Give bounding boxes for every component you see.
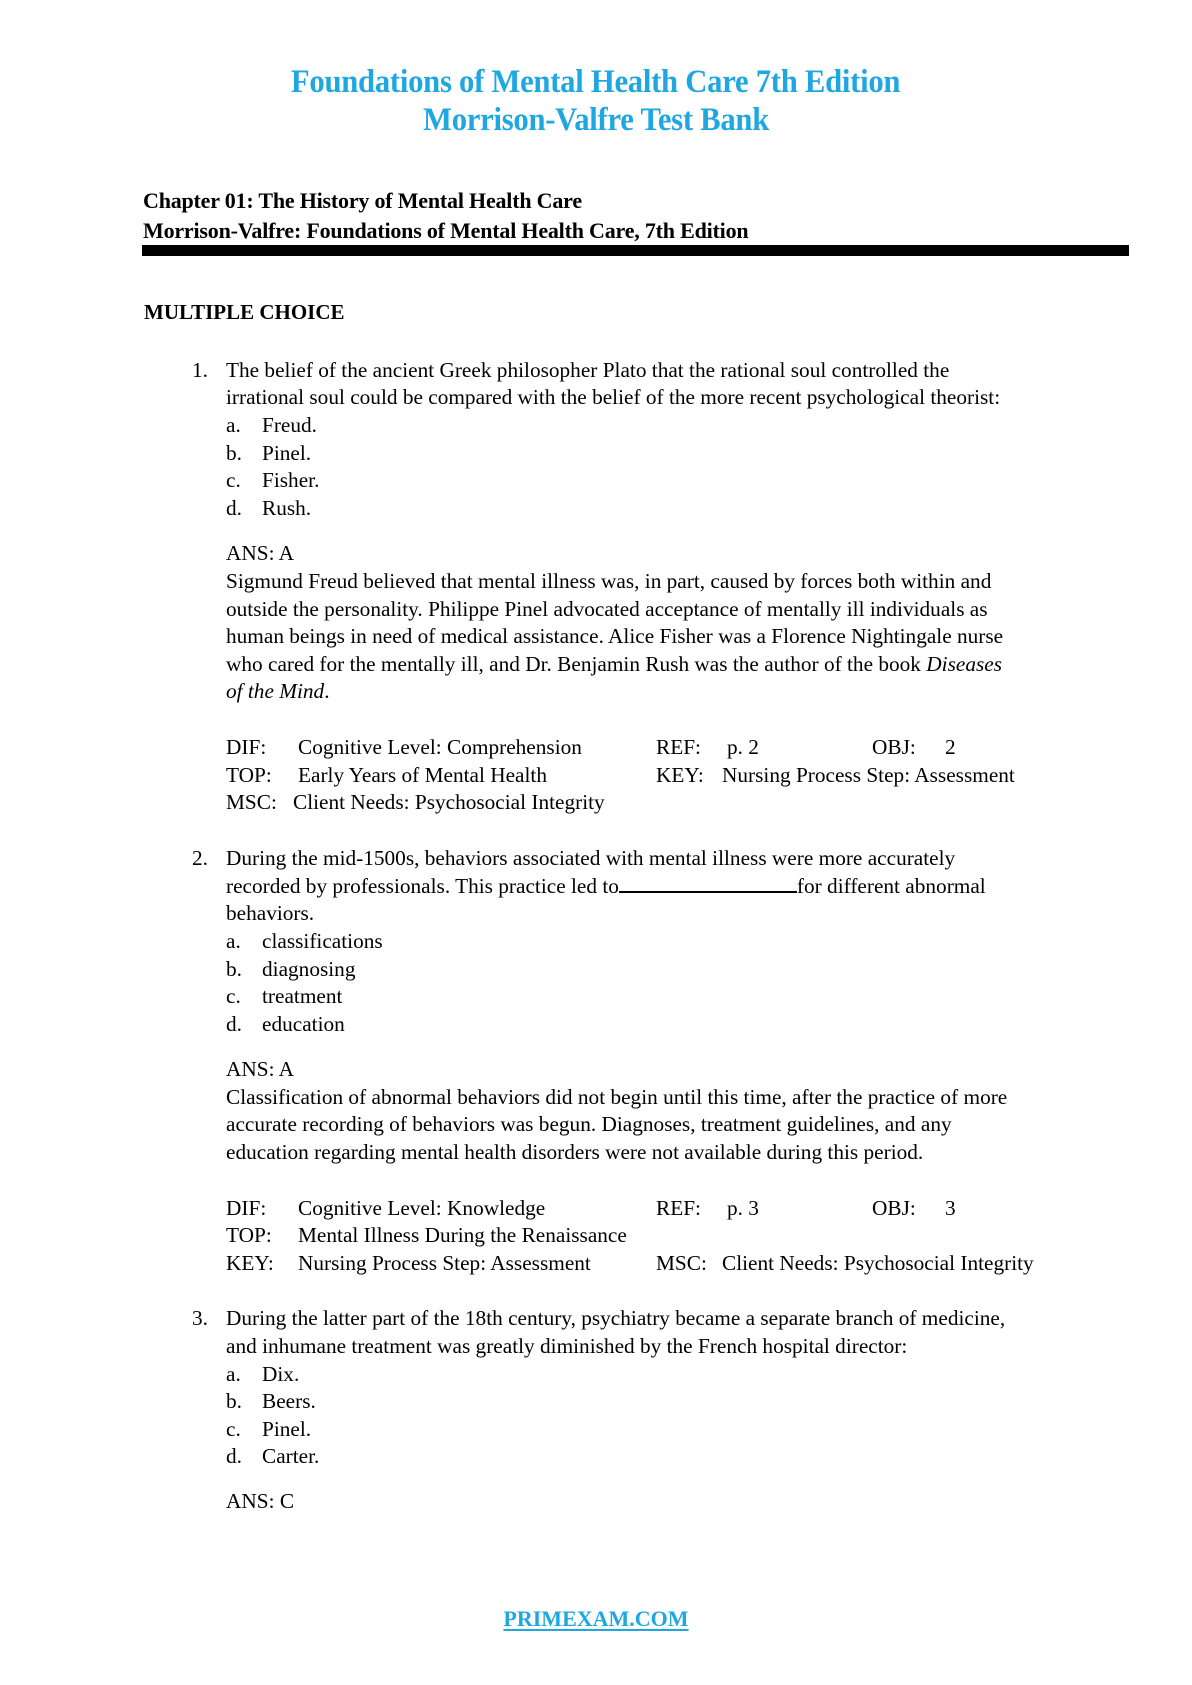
meta-value: 2 <box>945 735 956 759</box>
meta-value: p. 3 <box>727 1196 759 1220</box>
option-text: Fisher. <box>262 468 320 492</box>
option-letter: c. <box>226 984 241 1008</box>
heading-divider <box>142 245 1129 256</box>
meta-label: REF: <box>656 735 701 759</box>
meta-value: Cognitive Level: Knowledge <box>298 1196 546 1220</box>
document-title-line-2: Morrison-Valfre Test Bank <box>422 102 769 138</box>
rationale-line: accurate recording of behaviors was begun. Diagnoses, treatment guidelines, and any <box>226 1112 952 1136</box>
question-number: 1. <box>192 358 208 382</box>
option-letter: b. <box>226 1389 242 1413</box>
option-letter: a. <box>226 1362 241 1386</box>
meta-label: MSC: <box>656 1251 707 1275</box>
meta-label: KEY: <box>226 1251 274 1275</box>
option-text: education <box>262 1012 345 1036</box>
option-letter: d. <box>226 1444 242 1468</box>
meta-label: DIF: <box>226 735 267 759</box>
document-title-line-1: Foundations of Mental Health Care 7th Edition <box>291 64 901 100</box>
rationale-line: of the Mind. <box>226 679 330 703</box>
option-letter: c. <box>226 1417 241 1441</box>
meta-value: Nursing Process Step: Assessment <box>722 763 1015 787</box>
option-letter: d. <box>226 1012 242 1036</box>
option-letter: b. <box>226 441 242 465</box>
meta-value: Early Years of Mental Health <box>298 763 547 787</box>
rationale-line: Sigmund Freud believed that mental illness was, in part, caused by forces both within and <box>226 569 992 593</box>
meta-label: OBJ: <box>872 1196 916 1220</box>
section-title: MULTIPLE CHOICE <box>144 300 345 324</box>
option-text: Rush. <box>262 496 312 520</box>
meta-label: TOP: <box>226 1223 272 1247</box>
footer-site-link[interactable]: PRIMEXAM.COM <box>503 1606 689 1631</box>
option-text: Pinel. <box>262 1417 312 1441</box>
meta-label: DIF: <box>226 1196 267 1220</box>
meta-value: Nursing Process Step: Assessment <box>298 1251 591 1275</box>
chapter-subheading: Morrison-Valfre: Foundations of Mental Health Care, 7th Edition <box>143 218 749 243</box>
option-text: Beers. <box>262 1389 316 1413</box>
question-stem-line: behaviors. <box>226 901 315 925</box>
book-title-italic: Diseases <box>926 652 1002 676</box>
question-stem-line: The belief of the ancient Greek philosopher Plato that the rational soul controlled the <box>226 358 950 382</box>
meta-value: p. 2 <box>727 735 759 759</box>
rationale-line: who cared for the mentally ill, and Dr. Benjamin Rush was the author of the book Diseases <box>226 652 1002 676</box>
option-letter: a. <box>226 929 241 953</box>
option-text: Carter. <box>262 1444 320 1468</box>
question-number: 3. <box>192 1306 208 1330</box>
option-letter: b. <box>226 957 242 981</box>
rationale-line: Classification of abnormal behaviors did not begin until this time, after the practice of more <box>226 1085 1008 1109</box>
question-stem-line: During the mid-1500s, behaviors associated with mental illness were more accurately <box>226 846 956 870</box>
meta-value: Mental Illness During the Renaissance <box>298 1223 627 1247</box>
question-stem-line: and inhumane treatment was greatly diminished by the French hospital director: <box>226 1334 908 1358</box>
option-letter: a. <box>226 413 241 437</box>
option-letter: d. <box>226 496 242 520</box>
option-text: Dix. <box>262 1362 300 1386</box>
question-number: 2. <box>192 846 208 870</box>
answer-key: ANS: A <box>226 541 295 565</box>
answer-key: ANS: A <box>226 1057 295 1081</box>
option-text: Pinel. <box>262 441 312 465</box>
meta-value: Client Needs: Psychosocial Integrity <box>293 790 605 814</box>
rationale-line: human beings in need of medical assistance. Alice Fisher was a Florence Nightingale nurse <box>226 624 1004 648</box>
book-title-italic: of the Mind <box>226 679 325 703</box>
option-letter: c. <box>226 468 241 492</box>
meta-label: OBJ: <box>872 735 916 759</box>
meta-value: 3 <box>945 1196 956 1220</box>
meta-label: TOP: <box>226 763 272 787</box>
option-text: classifications <box>262 929 383 953</box>
option-text: Freud. <box>262 413 318 437</box>
option-text: diagnosing <box>262 957 356 981</box>
fill-in-blank <box>619 873 797 893</box>
question-stem-line: recorded by professionals. This practice led to for different abnormal <box>226 874 986 898</box>
meta-label: MSC: <box>226 790 277 814</box>
answer-key: ANS: C <box>226 1489 295 1513</box>
meta-label: KEY: <box>656 763 704 787</box>
chapter-heading: Chapter 01: The History of Mental Health Care <box>143 188 582 213</box>
rationale-line: outside the personality. Philippe Pinel advocated acceptance of mentally ill individuals as <box>226 597 988 621</box>
question-stem-line: irrational soul could be compared with the belief of the more recent psychological theorist: <box>226 385 1001 409</box>
meta-value: Client Needs: Psychosocial Integrity <box>722 1251 1034 1275</box>
rationale-line: education regarding mental health disorders were not available during this period. <box>226 1140 924 1164</box>
option-text: treatment <box>262 984 343 1008</box>
meta-value: Cognitive Level: Comprehension <box>298 735 582 759</box>
question-stem-line: During the latter part of the 18th century, psychiatry became a separate branch of medicine, <box>226 1306 1006 1330</box>
meta-label: REF: <box>656 1196 701 1220</box>
